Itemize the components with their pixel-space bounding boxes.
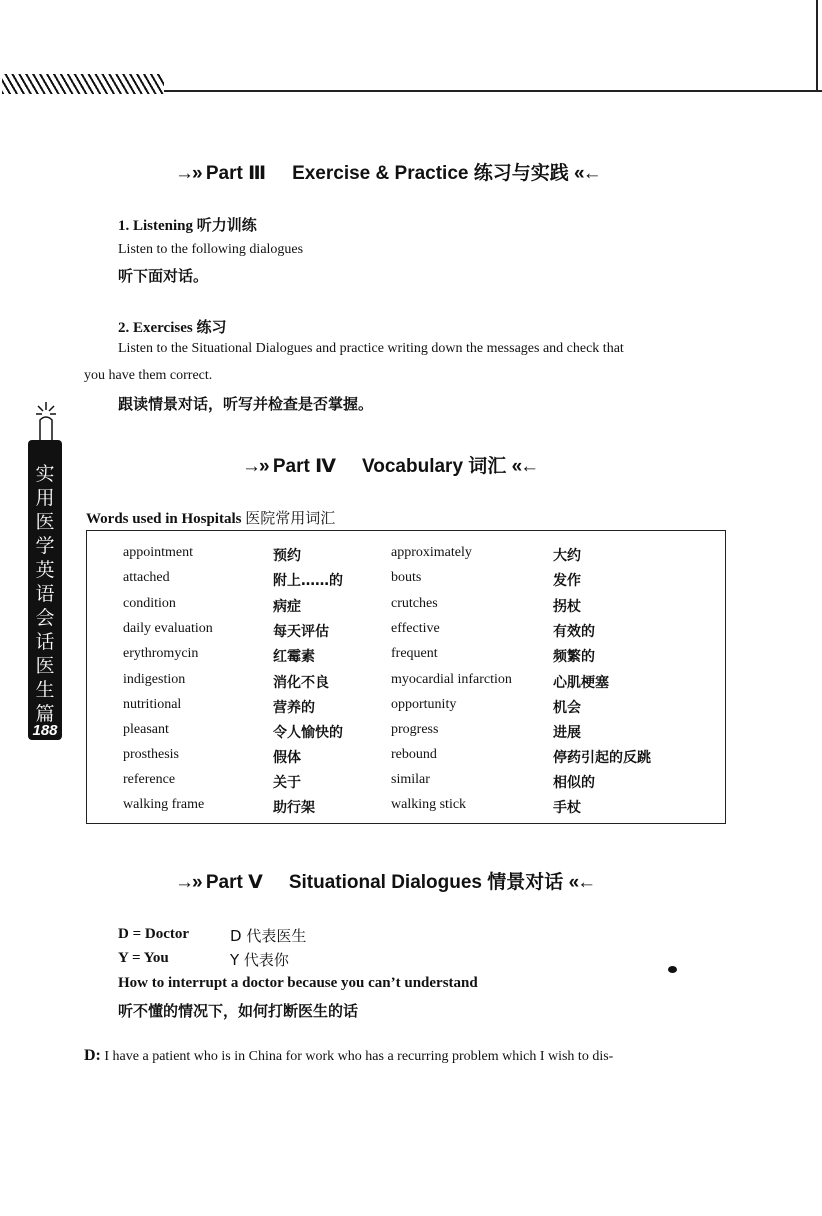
arrow-right-icon: «←: [574, 163, 600, 184]
interrupt-heading-zh: 听不懂的情况下，如何打断医生的话: [118, 1002, 359, 1020]
vocab-en-2: rebound: [391, 747, 437, 762]
exercises-heading-en: 2. Exercises: [118, 320, 193, 336]
listening-line-en: Listen to the following dialogues: [118, 242, 304, 257]
dialogue-text: I have a patient who is in China for work who has a recurring problem which I wish to dis-: [104, 1049, 614, 1064]
vocab-en-2: bouts: [391, 570, 422, 585]
part4-title: Vocabulary 词汇: [361, 456, 507, 477]
vocab-zh-1: 附上……的: [273, 573, 343, 589]
listening-line-zh: 听下面对话。: [118, 267, 209, 285]
vocab-zh-2: 停药引起的反跳: [553, 750, 651, 766]
listening-heading-en: 1. Listening: [118, 218, 194, 234]
header-hatch-decoration: [2, 74, 164, 94]
exercises-heading-zh: 练习: [196, 318, 227, 336]
vocab-en-1: erythromycin: [123, 646, 199, 661]
vocab-zh-1: 令人愉快的: [273, 725, 343, 741]
vocab-zh-2: 手杖: [553, 800, 581, 816]
vocab-en-1: indigestion: [123, 672, 186, 687]
vocab-en-2: approximately: [391, 545, 472, 560]
exercises-line-en-2: you have them correct.: [84, 368, 213, 383]
header-rule: [164, 90, 822, 92]
dialogue-line: [84, 1047, 613, 1065]
arrow-left-icon: →»: [175, 872, 201, 893]
listening-heading-zh: 听力训练: [196, 216, 257, 234]
vocab-en-1: walking frame: [123, 797, 205, 812]
vocab-zh-2: 拐杖: [553, 599, 581, 615]
part3-title: Exercise & Practice 练习与实践: [292, 163, 569, 184]
vocab-zh-2: 发作: [553, 573, 581, 589]
arrow-right-icon: «←: [568, 872, 595, 893]
vocab-heading-en: Words used in Hospitals: [86, 511, 242, 527]
exercises-heading: [118, 316, 226, 337]
vocab-heading-zh: 医院常用词汇: [245, 509, 336, 527]
part4-heading: [242, 451, 537, 478]
vocab-zh-2: 机会: [553, 700, 581, 716]
page-number: 188: [32, 722, 58, 739]
vocab-zh-1: 助行架: [273, 800, 315, 816]
arrow-right-icon: «←: [511, 456, 538, 477]
ink-dot: [668, 966, 677, 973]
vocab-en-1: appointment: [123, 545, 193, 560]
vocab-en-1: reference: [123, 772, 176, 787]
vocab-zh-2: 大约: [553, 548, 581, 564]
sparkle-icon: [34, 400, 58, 440]
part3-label: Part Ⅲ: [205, 163, 267, 184]
vocab-table: [86, 530, 726, 824]
vocab-en-2: effective: [391, 621, 440, 636]
vocab-zh-2: 心肌梗塞: [553, 675, 609, 691]
vocab-en-1: nutritional: [123, 697, 182, 712]
vocab-zh-1: 预约: [273, 548, 301, 564]
vocab-en-2: similar: [391, 772, 430, 787]
vocab-en-2: opportunity: [391, 697, 457, 712]
part5-heading: [175, 867, 594, 894]
vocab-zh-1: 假体: [273, 750, 301, 766]
vocab-en-1: pleasant: [123, 722, 169, 737]
vocab-en-1: condition: [123, 596, 176, 611]
vocab-zh-2: 有效的: [553, 624, 595, 640]
vocab-en-1: prosthesis: [123, 747, 179, 762]
vocab-en-2: frequent: [391, 646, 438, 661]
vocab-en-1: daily evaluation: [123, 621, 213, 636]
exercises-line-zh: 跟读情景对话，听写并检查是否掌握。: [118, 395, 374, 413]
part5-title: Situational Dialogues 情景对话: [288, 872, 564, 893]
dialogue-speaker: D:: [84, 1047, 101, 1064]
side-tab-text: 实用医学英语会话 医生篇: [35, 463, 55, 725]
vocab-zh-2: 进展: [553, 725, 581, 741]
part4-label: Part Ⅳ: [272, 456, 336, 477]
role-doctor-en: D = Doctor: [118, 926, 190, 942]
vocab-zh-2: 相似的: [553, 775, 595, 791]
interrupt-heading-en: How to interrupt a doctor because you can’t understand: [118, 975, 478, 991]
role-doctor-zh: D 代表医生: [230, 927, 307, 945]
header-rule-vertical: [816, 0, 818, 92]
vocab-zh-1: 关于: [273, 775, 301, 791]
vocab-zh-1: 消化不良: [273, 675, 329, 691]
part3-heading: [175, 158, 600, 185]
part5-label: Part Ⅴ: [205, 872, 263, 893]
vocab-en-1: attached: [123, 570, 170, 585]
arrow-left-icon: →»: [175, 163, 201, 184]
role-you-en: Y = You: [118, 950, 169, 966]
vocab-zh-1: 病症: [273, 599, 301, 615]
arrow-left-icon: →»: [242, 456, 268, 477]
vocab-zh-1: 每天评估: [273, 624, 329, 640]
vocab-zh-1: 红霉素: [273, 649, 315, 665]
vocab-en-2: myocardial infarction: [391, 672, 512, 687]
vocab-heading: [86, 507, 335, 528]
vocab-en-2: walking stick: [391, 797, 467, 812]
vocab-en-2: progress: [391, 722, 439, 737]
exercises-line-en-1: Listen to the Situational Dialogues and practice writing down the messages and check that: [118, 341, 624, 356]
vocab-en-2: crutches: [391, 596, 438, 611]
vocab-zh-1: 营养的: [273, 700, 315, 716]
vocab-zh-2: 频繁的: [553, 649, 595, 665]
listening-heading: [118, 214, 257, 235]
role-you-zh: Y 代表你: [230, 951, 289, 969]
